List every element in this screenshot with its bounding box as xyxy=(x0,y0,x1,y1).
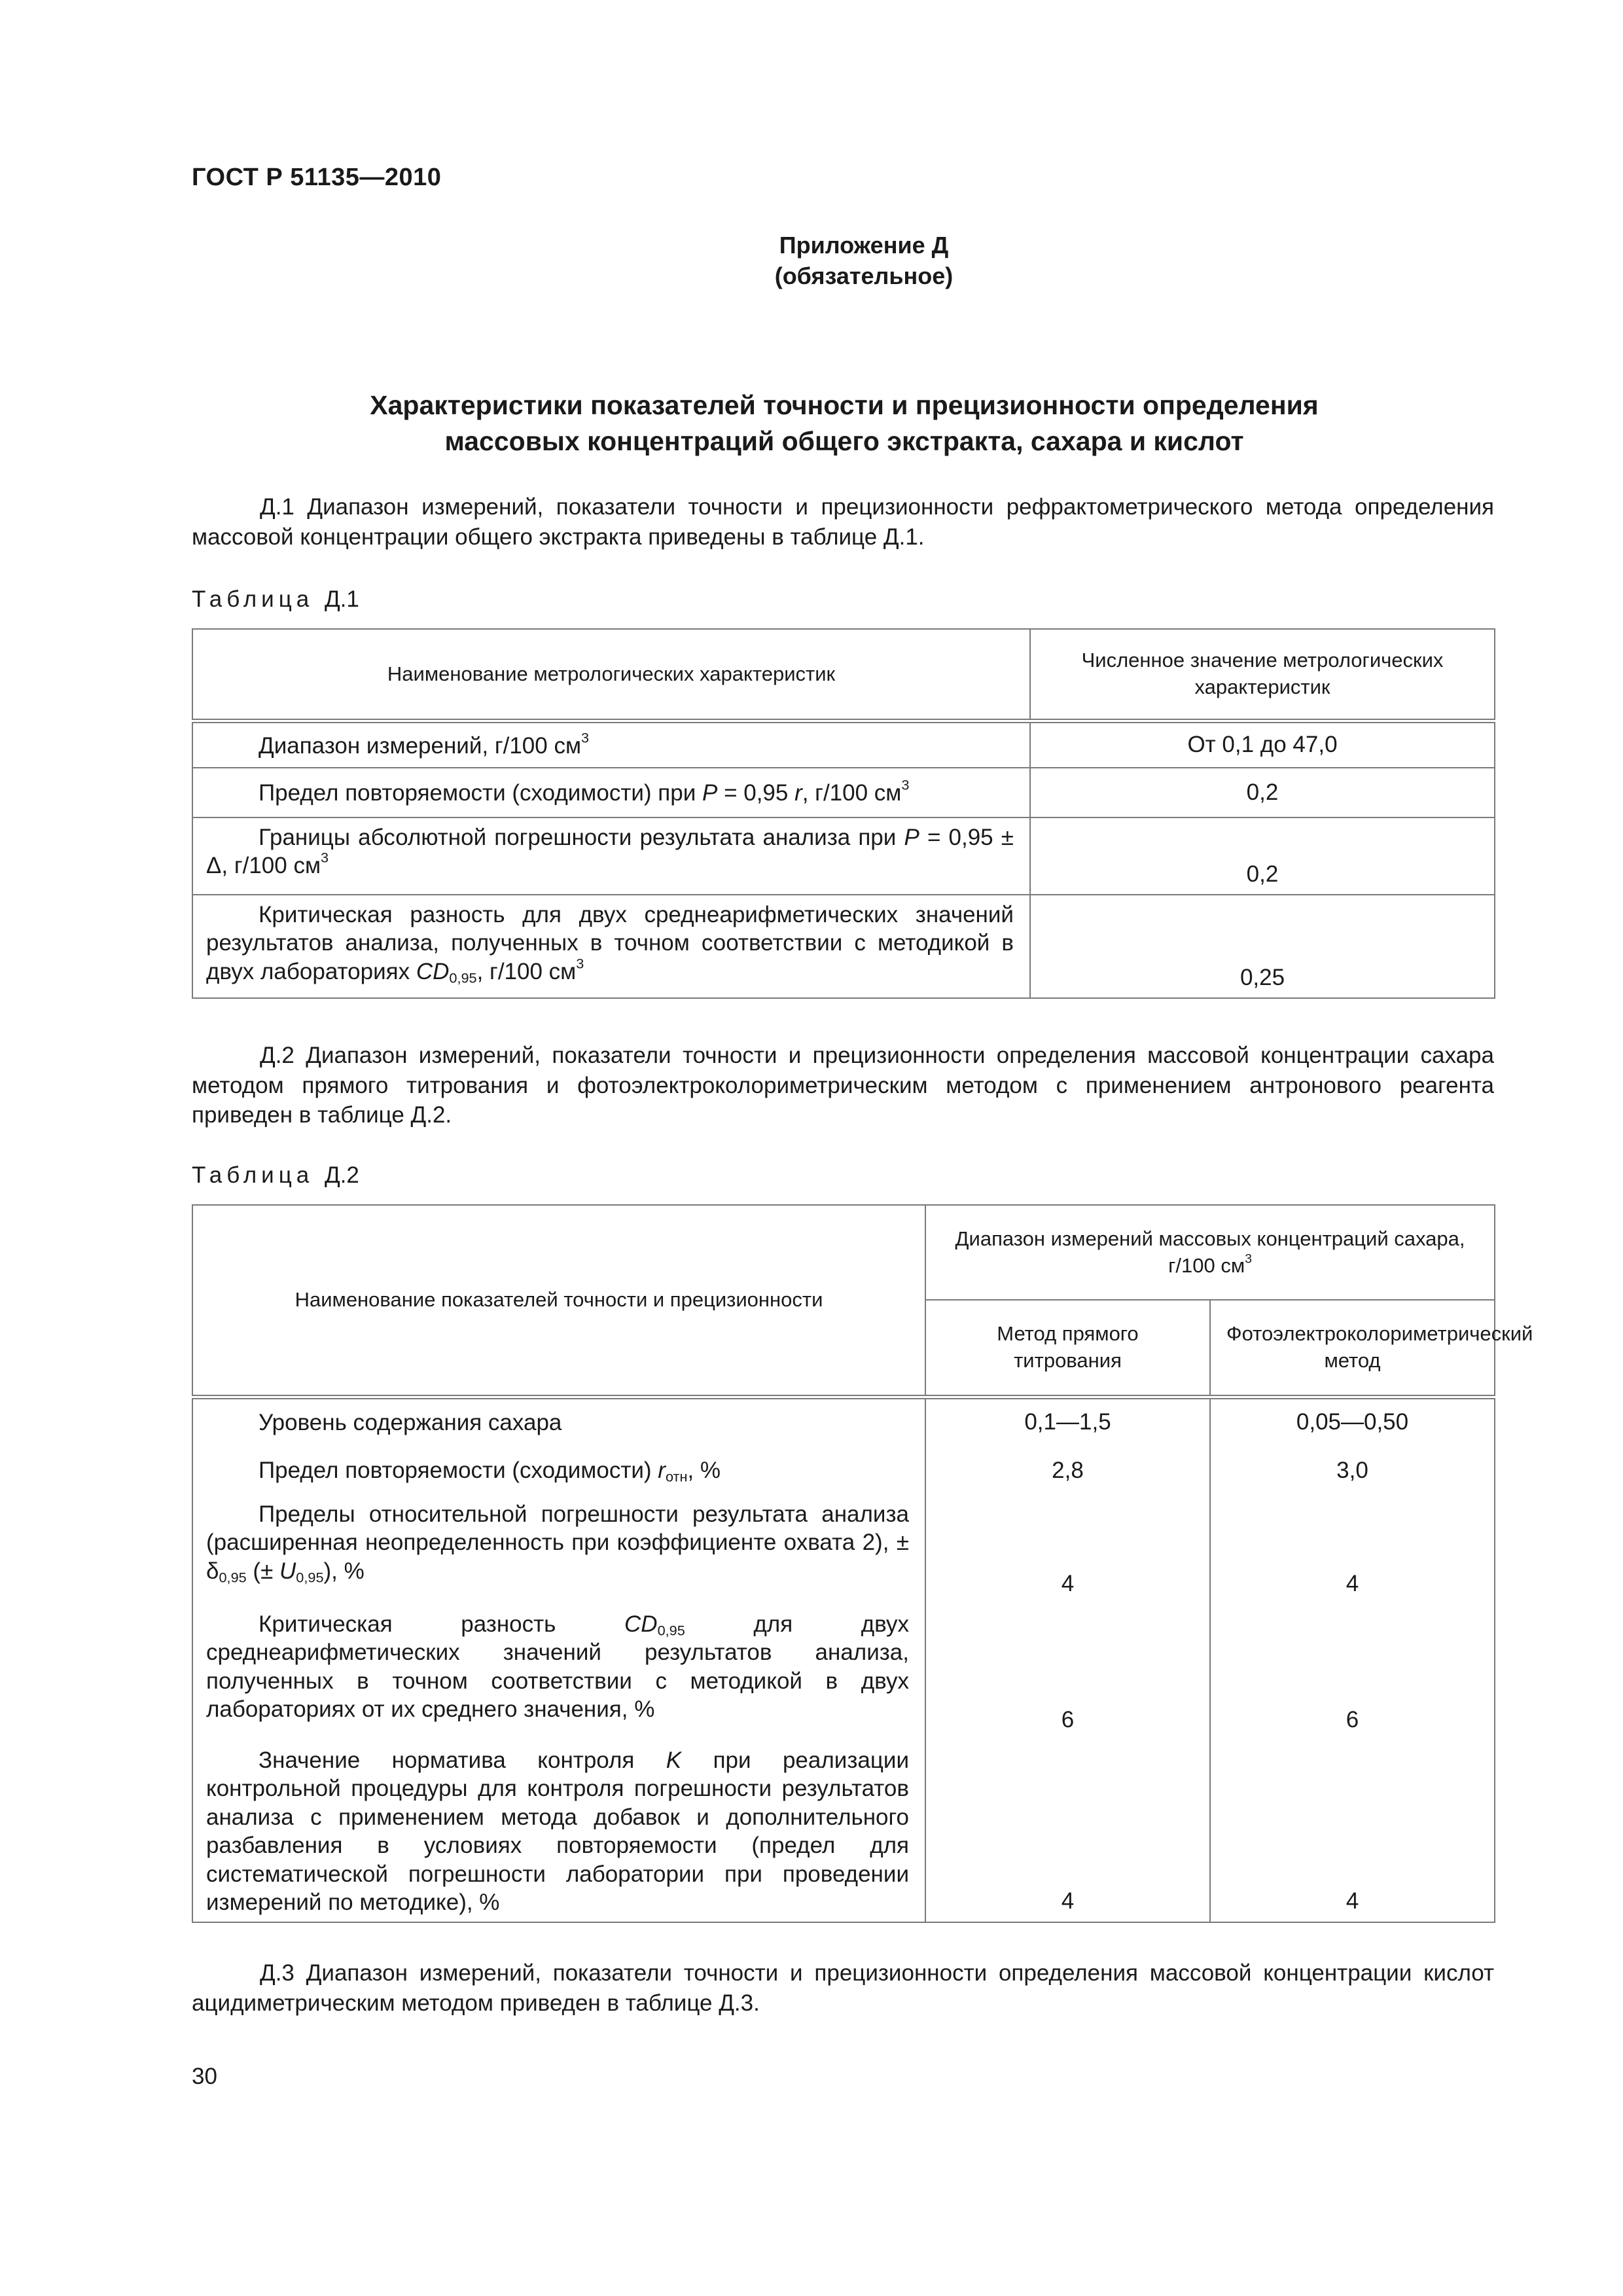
table-2-header-photometric: Фотоэлектроколориметрический метод xyxy=(1210,1300,1495,1397)
table-1-caption xyxy=(192,586,359,614)
table-2-row-5-photometric: 4 xyxy=(1210,1741,1495,1922)
table-1-header-value: Численное значение метрологических характеристик xyxy=(1030,629,1495,721)
section-title xyxy=(196,387,1492,459)
table-row xyxy=(192,1741,1495,1922)
table-1-row-4-value: 0,25 xyxy=(1030,895,1495,998)
table-2-row-2-label: Предел повторяемости (сходимости) $r_{отн}$, % xyxy=(192,1446,925,1495)
table-2-row-4-photometric: 6 xyxy=(1210,1605,1495,1741)
table-1-row-1-value: От 0,1 до 47,0 xyxy=(1030,721,1495,768)
section-title-line-1: Характеристики показателей точности и прецизионности определения xyxy=(370,390,1319,420)
table-1-row-4-label: Критическая разность для двух среднеарифметических значений результатов анализа, полученных в точном соответствии с методикой в двух лабораториях $CD_{0,95}$, г/100 $см^3$ xyxy=(192,895,1030,998)
document-id: ГОСТ Р 51135—2010 xyxy=(192,164,442,191)
table-1-row-2-value: 0,2 xyxy=(1030,768,1495,817)
table-row xyxy=(192,1495,1495,1605)
table-2-header-titration: Метод прямого титрования xyxy=(925,1300,1210,1397)
table-1-caption-word: Таблица xyxy=(192,586,314,612)
table-1 xyxy=(192,628,1495,999)
table-2-row-5-titration: 4 xyxy=(925,1741,1210,1922)
table-row xyxy=(192,721,1495,768)
table-1-row-2-label: Предел повторяемости (сходимости) при P = 0,95 r, г/100 $см^3$ xyxy=(192,768,1030,817)
paragraph-d1: Д.1 Диапазон измерений, показатели точности и прецизионности рефрактометрического метода определения массовой концентрации общего экстракта приведены в таблице Д.1. xyxy=(192,494,1494,550)
table-1-row-3-value: 0,2 xyxy=(1030,817,1495,895)
table-row xyxy=(192,768,1495,817)
table-2-row-4-titration: 6 xyxy=(925,1605,1210,1741)
table-row xyxy=(192,1397,1495,1446)
table-row xyxy=(192,895,1495,998)
table-row xyxy=(192,817,1495,895)
table-2 xyxy=(192,1204,1533,1923)
table-row xyxy=(192,1605,1495,1741)
table-1-caption-number: Д.1 xyxy=(324,586,359,612)
table-2-row-2-titration: 2,8 xyxy=(925,1446,1210,1495)
table-1-row-1-label: Диапазон измерений, г/100 $см^3$ xyxy=(192,721,1030,768)
table-2-row-1-photometric: 0,05—0,50 xyxy=(1210,1397,1495,1446)
table-2-caption-word: Таблица xyxy=(192,1162,314,1188)
appendix-heading xyxy=(654,230,1073,292)
table-row xyxy=(192,1446,1495,1495)
section-title-line-2: массовых концентраций общего экстракта, сахара и кислот xyxy=(444,425,1244,456)
table-2-row-1-label: Уровень содержания сахара xyxy=(192,1397,925,1446)
table-2-header-group: Диапазон измерений массовых концентраций сахара, г/100 $см^3$ xyxy=(925,1205,1495,1300)
table-2-row-1-titration: 0,1—1,5 xyxy=(925,1397,1210,1446)
table-2-row-5-label: Значение норматива контроля K при реализации контрольной процедуры для контроля погрешности результатов анализа с применением метода добавок и дополнительного разбавления в условиях повторяемости (предел для систематической погрешности лаборатории при проведении измерений по методике), % xyxy=(192,1741,925,1922)
table-2-row-4-label: Критическая разность $CD_{0,95}$ для двух среднеарифметических значений результатов анализа, полученных в точном соответствии с методикой в двух лабораториях от их среднего значения, % xyxy=(192,1605,925,1741)
table-2-caption xyxy=(192,1162,359,1190)
table-2-row-3-titration: 4 xyxy=(925,1495,1210,1605)
table-2-caption-number: Д.2 xyxy=(324,1162,359,1188)
paragraph-d3: Д.3 Диапазон измерений, показатели точности и прецизионности определения массовой концентрации кислот ацидиметрическим методом приведен в таблице Д.3. xyxy=(192,1960,1494,2016)
page-number: 30 xyxy=(192,2064,217,2089)
appendix-status: (обязательное) xyxy=(774,262,954,289)
table-1-header-characteristic: Наименование метрологических характеристик xyxy=(192,629,1030,721)
appendix-title: Приложение Д xyxy=(779,232,949,259)
table-1-row-3-label: Границы абсолютной погрешности результата анализа при P = 0,95 ± Δ, г/100 $см^3$ xyxy=(192,817,1030,895)
table-2-header-indicator: Наименование показателей точности и прецизионности xyxy=(192,1205,925,1397)
table-2-row-3-photometric: 4 xyxy=(1210,1495,1495,1605)
table-2-row-2-photometric: 3,0 xyxy=(1210,1446,1495,1495)
table-2-row-3-label: Пределы относительной погрешности результата анализа (расширенная неопределенность при коэффициенте охвата 2), ± $\delta_{0,95}$ (± $U_{0,95}$), % xyxy=(192,1495,925,1605)
paragraph-d2: Д.2 Диапазон измерений, показатели точности и прецизионности определения массовой концентрации сахара методом прямого титрования и фотоэлектроколориметрическим методом с применением антронового реагента приведен в таблице Д.2. xyxy=(192,1043,1494,1128)
